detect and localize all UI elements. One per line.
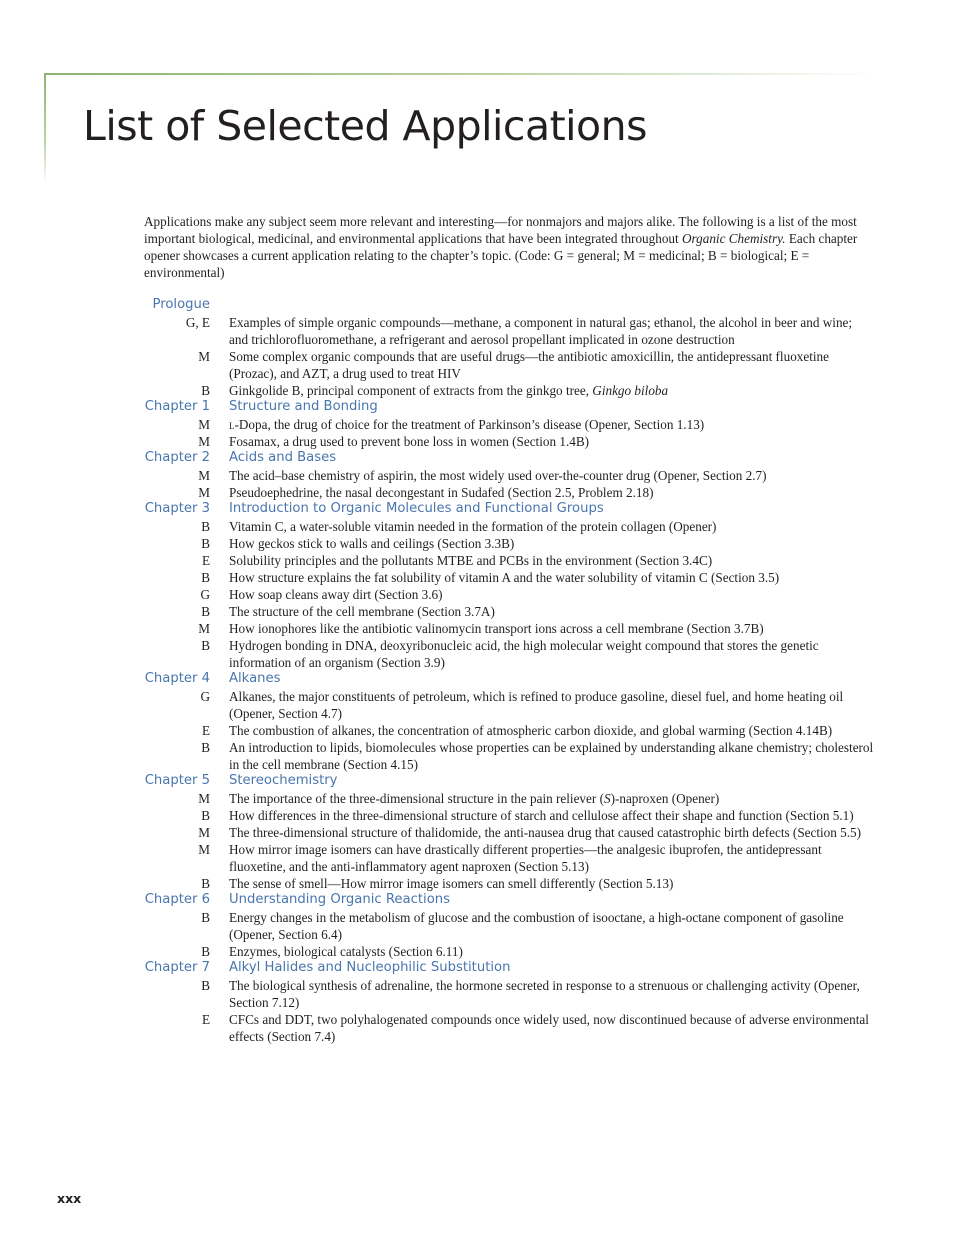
applications-list (0, 297, 980, 1045)
entry-code: M (198, 468, 210, 483)
entry-code: B (201, 978, 210, 993)
entry-text: The three-dimensional structure of thalidomide, the anti-nausea drug that caused catastrophic birth defects (Section 5.5) (229, 825, 862, 840)
section-prologue (0, 297, 980, 399)
entry-code: M (198, 485, 210, 500)
entry-code: E (201, 553, 210, 568)
entry-code: B (201, 638, 210, 653)
list-item (0, 552, 980, 569)
entry-text-italic: S (603, 791, 611, 806)
entry-code: G (200, 587, 210, 602)
entry-text: How structure explains the fat solubility of vitamin A and the water solubility of vitamin C (Section 3.5) (229, 570, 780, 585)
entry-code: E (201, 1012, 210, 1027)
section-heading (0, 501, 980, 518)
entry-text-italic: Ginkgo biloba (592, 383, 669, 398)
title-corner-rule-top (44, 73, 874, 75)
intro-book-title: Organic Chemistry. (681, 231, 786, 246)
list-item (0, 484, 980, 501)
list-item (0, 467, 980, 484)
entry-text: How soap cleans away dirt (Section 3.6) (229, 587, 443, 602)
section-heading (0, 892, 980, 909)
entry-code: M (198, 621, 210, 636)
entry-code: M (198, 825, 210, 840)
section-name: Alkanes (229, 671, 281, 686)
intro-paragraph (144, 213, 879, 281)
entry-text-roman: -Dopa, the drug of choice for the treatment of Parkinson’s disease (Opener, Section 1.13) (234, 417, 705, 432)
section-heading (0, 671, 980, 688)
section-heading (0, 450, 980, 467)
entry-code: M (198, 842, 210, 857)
entry-code: B (201, 536, 210, 551)
list-item (0, 603, 980, 620)
list-item (0, 739, 980, 773)
entry-code: B (201, 808, 210, 823)
section-name: Understanding Organic Reactions (229, 892, 450, 907)
entry-code: B (201, 383, 210, 398)
list-item (0, 841, 980, 875)
entry-text-smallcaps: l (229, 417, 235, 432)
list-item (0, 807, 980, 824)
entry-text-before: The importance of the three-dimensional structure in the pain reliever ( (229, 791, 604, 806)
entry-text: Alkanes, the major constituents of petroleum, which is refined to produce gasoline, diesel fuel, and home heating oil (Opener, Section 4.7) (229, 689, 844, 721)
entry-text: Pseudoephedrine, the nasal decongestant in Sudafed (Section 2.5, Problem 2.18) (229, 485, 654, 500)
entry-text: The acid–base chemistry of aspirin, the most widely used over-the-counter drug (Opener, Section 2.7) (229, 468, 767, 483)
list-item (0, 535, 980, 552)
entry-text-roman: Ginkgolide B, principal component of extracts from the ginkgo tree, (229, 383, 593, 398)
entry-code: M (198, 417, 210, 432)
section-chapter-1 (0, 399, 980, 450)
section-chapter-5 (0, 773, 980, 892)
entry-text (229, 790, 874, 807)
entry-code: G, E (185, 315, 210, 330)
entry-text (229, 416, 874, 433)
list-item (0, 620, 980, 637)
section-heading (0, 773, 980, 790)
section-label: Chapter 1 (144, 399, 210, 414)
entry-text: CFCs and DDT, two polyhalogenated compounds once widely used, now discontinued because of adverse environmental effects (Section 7.4) (229, 1012, 869, 1044)
list-item (0, 790, 980, 807)
entry-code: B (201, 604, 210, 619)
list-item (0, 688, 980, 722)
entry-code: M (198, 434, 210, 449)
entry-code: B (201, 910, 210, 925)
section-chapter-4 (0, 671, 980, 773)
section-label: Chapter 6 (144, 892, 210, 907)
section-heading (0, 960, 980, 977)
section-label: Chapter 5 (144, 773, 210, 788)
page-title: List of Selected Applications (83, 102, 647, 150)
section-label: Chapter 7 (144, 960, 210, 975)
list-item (0, 875, 980, 892)
intro-text-after: Each chapter opener showcases a current application relating to the chapter’s topic. (Code: G = general; M = medicinal; B = biological; E = environmental) (144, 231, 858, 280)
list-item (0, 382, 980, 399)
entry-code: B (201, 944, 210, 959)
section-chapter-6 (0, 892, 980, 960)
entry-code: B (201, 519, 210, 534)
section-label: Chapter 4 (144, 671, 210, 686)
section-chapter-3 (0, 501, 980, 671)
list-item (0, 824, 980, 841)
entry-text (229, 382, 874, 399)
entry-text: How geckos stick to walls and ceilings (Section 3.3B) (229, 536, 515, 551)
entry-text: Enzymes, biological catalysts (Section 6.11) (229, 944, 463, 959)
list-item (0, 1011, 980, 1045)
page-number: xxx (57, 1191, 82, 1206)
entry-text: How mirror image isomers can have drastically different properties—the analgesic ibuprofen, the antidepressant fluoxetine, and the anti-inflammatory agent naproxen (Section 5.13) (229, 842, 822, 874)
list-item (0, 348, 980, 382)
section-label: Chapter 2 (144, 450, 210, 465)
list-item (0, 586, 980, 603)
section-label: Prologue (152, 297, 210, 312)
list-item (0, 977, 980, 1011)
entry-code: M (198, 349, 210, 364)
list-item (0, 518, 980, 535)
section-name: Stereochemistry (229, 773, 338, 788)
entry-text: The structure of the cell membrane (Section 3.7A) (229, 604, 495, 619)
section-name: Introduction to Organic Molecules and Functional Groups (229, 501, 604, 516)
entry-text: Vitamin C, a water-soluble vitamin needed in the formation of the protein collagen (Opener) (229, 519, 717, 534)
entry-code: B (201, 740, 210, 755)
entry-text: The combustion of alkanes, the concentration of atmospheric carbon dioxide, and global warming (Section 4.14B) (229, 723, 833, 738)
section-name: Structure and Bonding (229, 399, 378, 414)
entry-text: The sense of smell—How mirror image isomers can smell differently (Section 5.13) (229, 876, 674, 891)
intro-text-before: Applications make any subject seem more relevant and interesting—for nonmajors and majors alike. The following is a list of the most important biological, medicinal, and environmental applications that have been integrated throughout (144, 214, 857, 246)
entry-text: How ionophores like the antibiotic valinomycin transport ions across a cell membrane (Section 3.7B) (229, 621, 764, 636)
entry-text: Fosamax, a drug used to prevent bone loss in women (Section 1.4B) (229, 434, 590, 449)
list-item (0, 943, 980, 960)
section-name: Acids and Bases (229, 450, 337, 465)
list-item (0, 433, 980, 450)
list-item (0, 314, 980, 348)
entry-code: E (201, 723, 210, 738)
section-chapter-2 (0, 450, 980, 501)
title-corner-rule-left (44, 73, 46, 185)
section-label: Chapter 3 (144, 501, 210, 516)
entry-text-after: )-naproxen (Opener) (610, 791, 720, 806)
entry-code: G (200, 689, 210, 704)
section-name: Alkyl Halides and Nucleophilic Substitution (229, 960, 511, 975)
list-item (0, 722, 980, 739)
entry-code: B (201, 876, 210, 891)
entry-text: Solubility principles and the pollutants MTBE and PCBs in the environment (Section 3.4C) (229, 553, 713, 568)
list-item (0, 569, 980, 586)
entry-text: Energy changes in the metabolism of glucose and the combustion of isooctane, a high-octane component of gasoline (Opener, Section 6.4) (229, 910, 844, 942)
entry-code: B (201, 570, 210, 585)
entry-text: Examples of simple organic compounds—methane, a component in natural gas; ethanol, the alcohol in beer and wine; and trichlorofluoromethane, a refrigerant and aerosol propellant implicated in ozone destruction (229, 315, 853, 347)
entry-text: The biological synthesis of adrenaline, the hormone secreted in response to a strenuous or challenging activity (Opener, Section 7.12) (229, 978, 860, 1010)
entry-text: Hydrogen bonding in DNA, deoxyribonucleic acid, the high molecular weight compound that stores the genetic information of an organism (Section 3.9) (229, 638, 819, 670)
entry-code: M (198, 791, 210, 806)
list-item (0, 637, 980, 671)
section-heading (0, 399, 980, 416)
entry-text: An introduction to lipids, biomolecules whose properties can be explained by understanding alkane chemistry; cholesterol in the cell membrane (Section 4.15) (229, 740, 874, 772)
section-heading (0, 297, 980, 314)
entry-text: How differences in the three-dimensional structure of starch and cellulose affect their shape and function (Section 5.1) (229, 808, 854, 823)
entry-text: Some complex organic compounds that are useful drugs—the antibiotic amoxicillin, the antidepressant fluoxetine (Prozac), and AZT, a drug used to treat HIV (229, 349, 830, 381)
list-item (0, 909, 980, 943)
list-item (0, 416, 980, 433)
section-chapter-7 (0, 960, 980, 1045)
